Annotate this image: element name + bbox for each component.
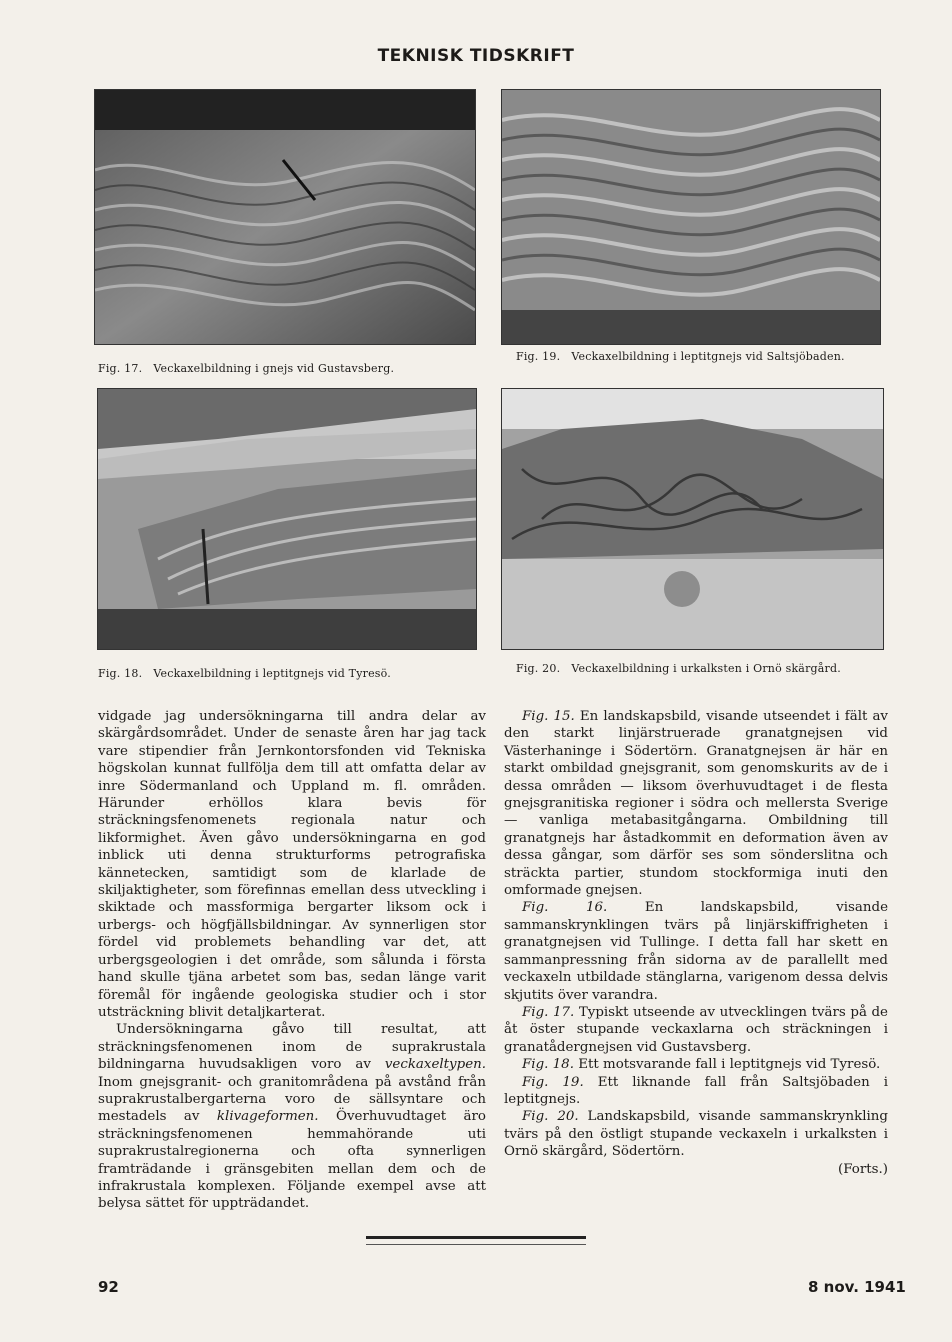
continued-note: (Forts.) xyxy=(838,1161,888,1177)
page-number: 92 xyxy=(98,1278,119,1296)
paragraph: Undersökningarna gåvo till resultat, att sträckningsfenomenen inom de suprakrustala bildningarna huvudsakligen voro av veckaxeltypen. Inom gnejsgranit- och granitområdena på avstånd från suprakrustalbergarterna voro de sällsyntare och mestadels av klivageformen. Överhuvudtaget äro sträckningsfenomenen hemmahörande uti suprakrustalregionerna och ofta synnerligen framträdande i gränsgebiten mellan dem och de infrakrustala komplexen. Följande exempel avse att belysa sättet för uppträdandet. xyxy=(98,1022,486,1212)
figure-description: Fig. 16. En landskapsbild, visande sammanskrynklingen tvärs på linjärskiffrigheten i granatgnejsen vid Tullinge. I detta fall har skett en sammanpressning från sidorna av de parallellt med veckaxeln utbildade stänglarna, varigenom dessa delvis skjutits över varandra. xyxy=(504,900,888,1003)
photo-fig20 xyxy=(501,388,884,650)
photo-fig18 xyxy=(97,388,477,650)
figure-description: Fig. 15. En landskapsbild, visande utseendet i fält av den starkt linjärstruerade granatgnejsen vid Västerhaninge i Södertörn. Granatgnejsen är här en starkt ombildad gnejsgranit, som genomskurits av de i dessa områden — liksom överhuvudtaget i de flesta gnejsgranitiska regioner i södra och mellersta Sverige — vanliga metabasitgångarna. Ombildning till granatgnejs har åstadkommit en deformation även av dessa gångar, som därför ses som sönderslitna och sträckta partier, stundom stockformiga inuti den omformade gnejsen. xyxy=(504,709,888,899)
issue-date: 8 nov. 1941 xyxy=(808,1278,906,1296)
right-column xyxy=(504,708,888,1178)
photo-fig17 xyxy=(94,89,476,345)
paragraph: vidgade jag undersökningarna till andra delar av skärgårdsområdet. Under de senaste åren har jag tack vare stipendier från Jernkontorsfonden vid Tekniska högskolan kunnat fullfölja dem till att omfatta delar av inre Södermanland och Uppland m. fl. områden. Härunder erhöllos klara bevis för sträckningsfenomenets regionala natur och likformighet. Även gåvo undersökningarna en god inblick uti denna strukturforms petrografiska kännetecken, samtidigt som de klarlade de skiljaktigheter, som förefinnas emellan dess utveckling i skiktade och massformiga bergarter liksom ock i urbergs- och högfjällsbildningar. Av synnerligen stor fördel vid problemets behandling var det, att urbergsgeologien i det område, som sålunda i första hand skulle tjäna arbetet som bas, sedan länge varit föremål för ingående geologiska studier och i stor utsträckning blivit detaljkarterat. xyxy=(98,709,486,1020)
caption-fig17: Fig. 17. Veckaxelbildning i gnejs vid Gustavsberg. xyxy=(98,362,395,375)
caption-fig20: Fig. 20. Veckaxelbildning i urkalksten i Ornö skärgård. xyxy=(516,662,841,675)
figure-description: Fig. 19. Ett liknande fall från Saltsjöbaden i leptitgnejs. xyxy=(504,1074,888,1107)
journal-title: TEKNISK TIDSKRIFT xyxy=(377,46,575,66)
caption-fig19: Fig. 19. Veckaxelbildning i leptitgnejs vid Saltsjöbaden. xyxy=(516,350,845,363)
divider-rule-thin xyxy=(366,1244,586,1245)
left-column xyxy=(98,708,486,1213)
caption-fig18: Fig. 18. Veckaxelbildning i leptitgnejs vid Tyresö. xyxy=(98,667,391,680)
figure-description: Fig. 20. Landskapsbild, visande sammanskrynkling tvärs på den östligt stupande veckaxeln i urkalksten i Ornö skärgård, Södertörn. xyxy=(504,1109,888,1160)
photo-fig19 xyxy=(501,89,881,345)
divider-rule xyxy=(366,1236,586,1239)
figure-description: Fig. 18. Ett motsvarande fall i leptitgnejs vid Tyresö. xyxy=(522,1057,881,1073)
figure-description: Fig. 17. Typiskt utseende av utvecklingen tvärs på de åt öster stupande veckaxlarna och sträckningen i granatådergnejsen vid Gustavsberg. xyxy=(504,1004,888,1055)
